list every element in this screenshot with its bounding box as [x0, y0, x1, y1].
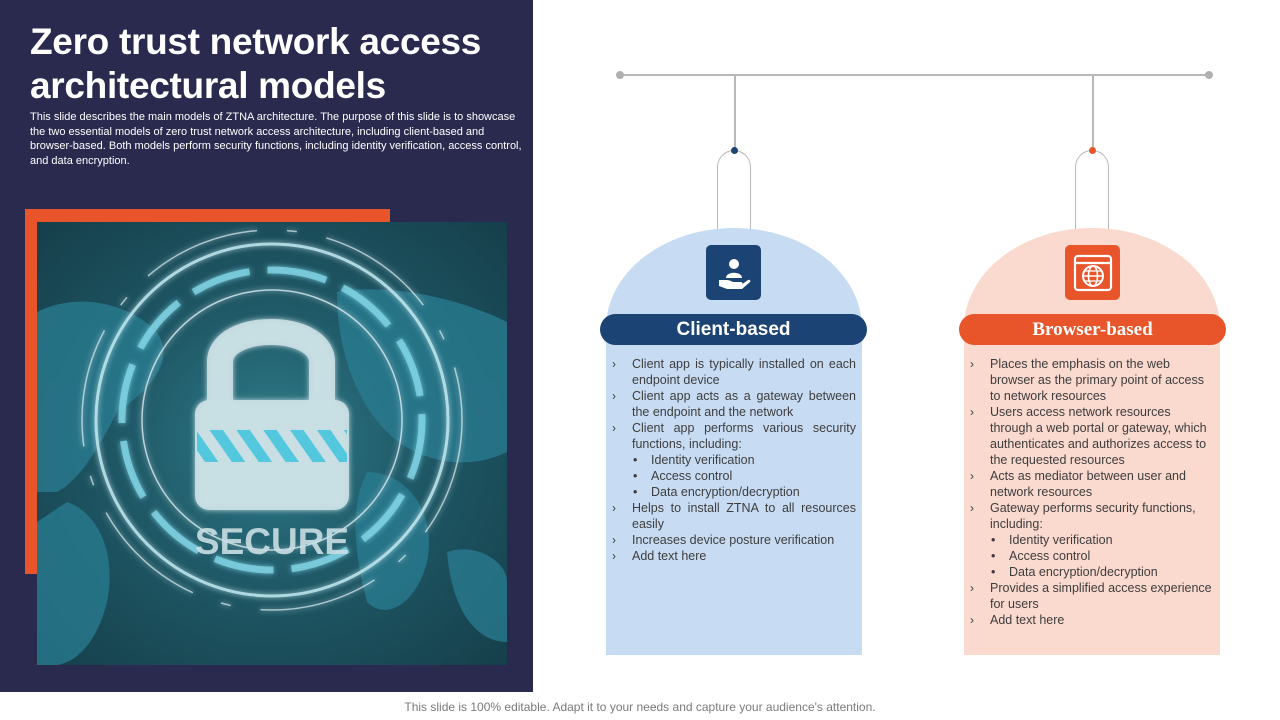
chevron-right-icon: › — [970, 469, 974, 483]
bullet-icon: • — [633, 485, 638, 499]
list-item: › Places the emphasis on the web browser as the primary point of access to network resources — [970, 357, 1204, 403]
list-item: › Gateway performs security functions, including: — [970, 501, 1196, 531]
hanger-string-browser — [1092, 75, 1094, 151]
hanger-knot-client — [731, 147, 738, 154]
hanger-end-dot-left — [616, 71, 624, 79]
slide-description: This slide describes the main models of ZTNA architecture. The purpose of this slide is to showcase the two essential models of zero trust network access architecture, including client-based and browser-based. Both models perform security functions, including identity verification, access control, and data encryption. — [30, 111, 522, 167]
browser-icon-box — [1065, 245, 1120, 300]
list-subitem: • Identity verification — [633, 453, 755, 467]
bullet-icon: • — [633, 469, 638, 483]
list-item: › Add text here — [612, 549, 707, 563]
chevron-right-icon: › — [612, 357, 616, 371]
hanger-loop-browser — [1075, 150, 1109, 230]
list-item: › Client app performs various security functions, including: — [612, 421, 856, 451]
left-panel — [0, 0, 533, 692]
hanger-loop-client — [717, 150, 751, 230]
list-item: › Users access network resources through a web portal or gateway, which authenticates and authorizes access to the requested resources — [970, 405, 1207, 467]
list-subitem: • Access control — [991, 549, 1091, 563]
browser-based-list — [964, 356, 1212, 628]
secure-lock-illustration — [37, 222, 507, 665]
browser-globe-icon — [1072, 252, 1114, 294]
list-item: › Helps to install ZTNA to all resources easily — [612, 501, 856, 531]
chevron-right-icon: › — [612, 549, 616, 563]
client-icon-box — [706, 245, 761, 300]
chevron-right-icon: › — [970, 581, 974, 595]
chevron-right-icon: › — [970, 405, 974, 419]
hand-user-icon — [715, 254, 753, 292]
list-item: › Acts as mediator between user and network resources — [970, 469, 1186, 499]
hanger-knot-browser — [1089, 147, 1096, 154]
hanger-string-client — [734, 75, 736, 151]
secure-lock-image — [37, 222, 507, 665]
hanger-end-dot-right — [1205, 71, 1213, 79]
hanger-line — [620, 74, 1209, 76]
chevron-right-icon: › — [612, 389, 616, 403]
list-subitem: • Data encryption/decryption — [633, 485, 800, 499]
client-based-title: Client-based — [600, 314, 867, 345]
list-item: › Client app is typically installed on each endpoint device — [612, 357, 856, 387]
chevron-right-icon: › — [612, 501, 616, 515]
bullet-icon: • — [991, 565, 996, 579]
bullet-icon: • — [633, 453, 638, 467]
list-subitem: • Data encryption/decryption — [991, 565, 1158, 579]
chevron-right-icon: › — [970, 613, 974, 627]
chevron-right-icon: › — [612, 533, 616, 547]
list-subitem: • Identity verification — [991, 533, 1113, 547]
bullet-icon: • — [991, 549, 996, 563]
list-item: › Client app acts as a gateway between the endpoint and the network — [612, 389, 856, 419]
chevron-right-icon: › — [612, 421, 616, 435]
secure-image-text: SECURE — [194, 521, 350, 562]
chevron-right-icon: › — [970, 357, 974, 371]
list-subitem: • Access control — [633, 469, 733, 483]
browser-based-title: Browser-based — [959, 314, 1226, 345]
bullet-icon: • — [991, 533, 996, 547]
list-item: › Provides a simplified access experience for users — [970, 581, 1212, 611]
slide-title: Zero trust network access architectural models — [30, 21, 482, 106]
list-item: › Increases device posture verification — [612, 533, 835, 547]
client-based-list — [606, 356, 856, 564]
list-item: › Add text here — [970, 613, 1065, 627]
slide-footer-note: This slide is 100% editable. Adapt it to your needs and capture your audience's attention. — [404, 700, 876, 714]
chevron-right-icon: › — [970, 501, 974, 515]
